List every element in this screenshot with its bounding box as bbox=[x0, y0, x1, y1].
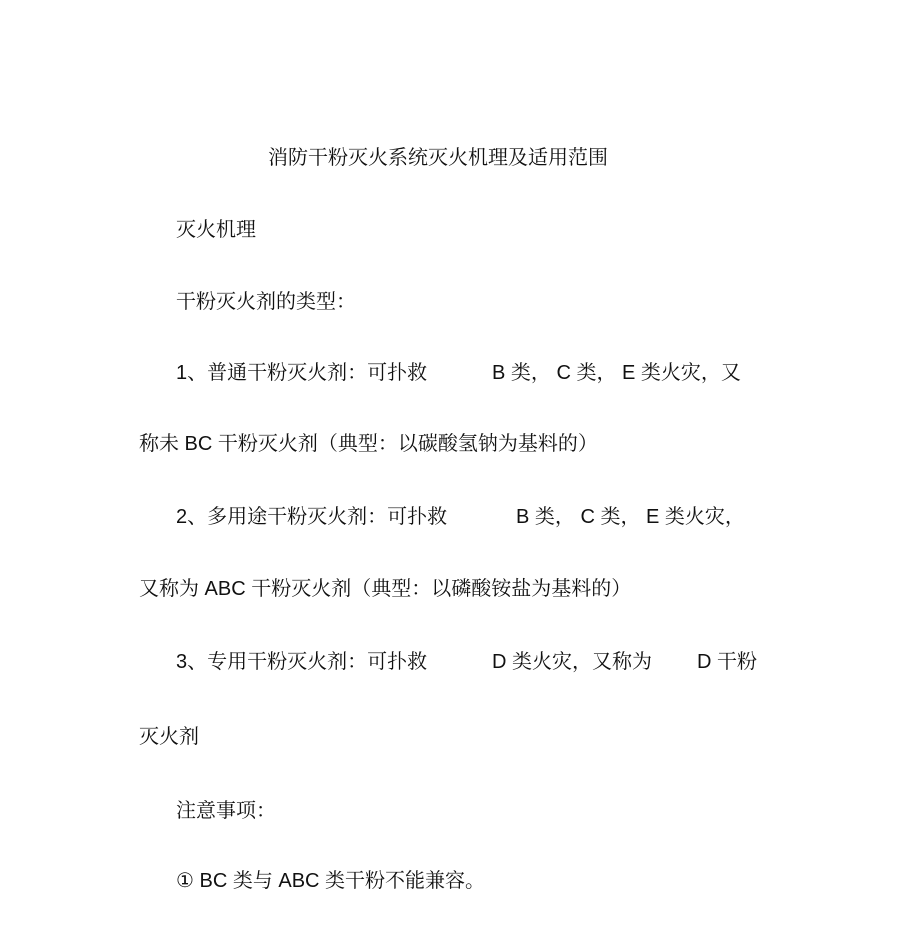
item1-lead: 1、普通干粉灭火剂：可扑救 bbox=[176, 362, 428, 384]
document-title: 消防干粉灭火系统灭火机理及适用范围 bbox=[268, 147, 608, 169]
item2-line bbox=[0, 505, 920, 529]
item3-name: D 干粉 bbox=[697, 651, 757, 673]
heading-types: 干粉灭火剂的类型： bbox=[176, 291, 356, 313]
note-1: ① BC 类与 ABC 类干粉不能兼容。 bbox=[176, 870, 486, 892]
item1-classes: B 类， C 类， E 类火灾，又 bbox=[492, 362, 741, 384]
item1-line bbox=[0, 361, 920, 385]
item3-line bbox=[0, 650, 920, 674]
heading-notes: 注意事项： bbox=[176, 800, 276, 822]
item2-continuation: 又称为 ABC 干粉灭火剂（典型：以磷酸铵盐为基料的） bbox=[139, 578, 632, 600]
item1-continuation: 称未 BC 干粉灭火剂（典型：以碳酸氢钠为基料的） bbox=[139, 433, 598, 455]
heading-mechanism: 灭火机理 bbox=[176, 219, 256, 241]
item3-classes: D 类火灾，又称为 bbox=[492, 651, 652, 673]
item2-classes: B 类， C 类， E 类火灾， bbox=[516, 506, 745, 528]
item3-continuation: 灭火剂 bbox=[139, 726, 199, 748]
item3-lead: 3、专用干粉灭火剂：可扑救 bbox=[176, 651, 428, 673]
item2-lead: 2、多用途干粉灭火剂：可扑救 bbox=[176, 506, 448, 528]
